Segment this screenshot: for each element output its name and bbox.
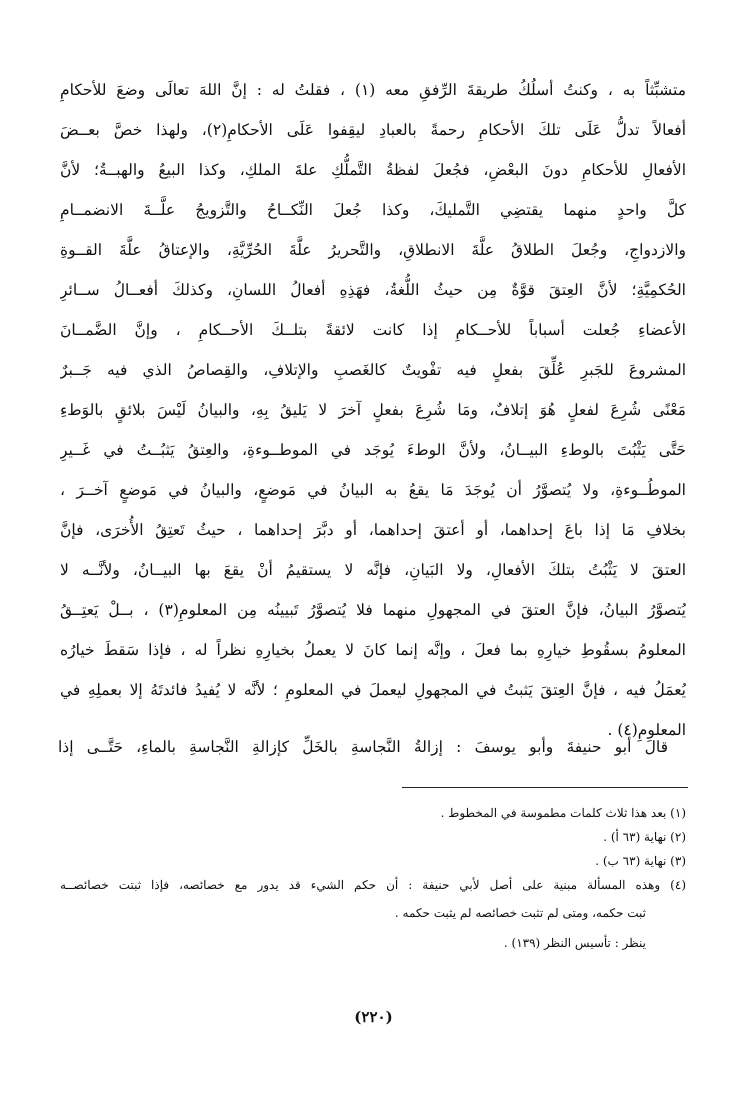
- text-line: المعلومُ بسقُوطِ خيارِهِ بما فعلَ ، وإنَّه إنما كانَ لا يعملُ بخيارِهِ نظراً له ، فإذا سَقطَ خيارُه: [60, 641, 686, 659]
- text-line: الحُكمِيَّةِ؛ لأنَّ العِتقَ قوَّةٌ مِن حيثُ اللُّغةُ، فهَذِهِ أفعالُ اللسانِ، وكذلكَ أفعــالُ ســائرِ: [60, 281, 686, 299]
- footnote-separator: [402, 787, 688, 788]
- text-line: متشبِّثاً به ، وكنتُ أسلُكُ طريقةَ الرِّفقِ معه (١) ، فقلتُ له : إنَّ اللهَ تعالَى وضعَ للأحكامِ: [60, 81, 686, 99]
- text-line: المشروعَ للجَبرِ عُلِّقَ بفعلٍ فيه تفْويتٌ كالغَصبِ والإتلافِ، والقِصاصُ الذي فيه جَــبرٌ: [60, 361, 686, 379]
- text-line: العتقَ لا يَثْبُتُ بتلكَ الأفعالِ، ولا البَيانِ، فإنَّه لا يستقيمُ أنْ يقعَ بها البيــانُ، ولأنَّــه لا: [60, 561, 686, 579]
- text-line: الموطُــوءةِ، ولا يُتصوَّرُ أن يُوجَدَ مَا يقعُ به البيانُ في مَوضعٍ، والبيانُ في مَوضعٍ آخــرَ ،: [60, 481, 686, 499]
- footnote-continuation: ينظر : تأسيس النظر (١٣٩) .: [503, 936, 646, 950]
- text-line: يُعمَلُ فيه ، فإنَّ العِتقَ يَثبتُ في المجهولِ ليعملَ في المعلومِ ؛ لأنَّه لا يُفيدُ فائدتَهُ إلا بعملِهِ في: [60, 681, 686, 699]
- footnote: (٤) وهذه المسألة مبنية على أصل لأبي حنيفة : أن حكم الشيء قد يدور مع خصائصه، فإذا ثبتت خصائصــه: [60, 878, 686, 892]
- text-line: كلَّ واحدٍ منهما يقتضِي التَّمليكَ، وكذا جُعلَ النِّكــاحُ والتَّزويجُ علَّــةَ الانضمــامِ: [60, 201, 686, 219]
- footnote-continuation: ثبت حكمه، ومتى لم تثبت خصائصه لم يثبت حكمه .: [394, 906, 646, 920]
- footnote: (١) بعد هذا ثلاث كلمات مطموسة في المخطوط .: [440, 806, 686, 820]
- footnote: (٣) نهاية (٦٣ ب) .: [595, 854, 686, 868]
- text-line: مَعْنًى شُرِعَ لفعلٍ هُوَ إتلافٌ، ومَا شُرِعَ بفعلٍ آخرَ لا يَليقُ بِهِ، والبيانُ لَيْسَ بلائقٍ بالوَطءِ: [60, 401, 686, 419]
- footnote: (٢) نهاية (٦٣ أ) .: [603, 830, 686, 844]
- text-line: بخلافِ مَا إذا باعَ إحداهما، أو أعتقَ إحداهما، أو دبَّرَ إحداهما ، حيثُ تَعتِقُ الأُخرَى، فإنَّ: [60, 521, 686, 539]
- text-line: أفعالاً تدلُّ عَلَى تلكَ الأحكامِ رحمةً بالعبادِ ليقِفوا عَلَى الأحكامِ(٢)، ولهذا خصَّ بعــضَ: [60, 121, 686, 139]
- page-number: (٢٢٠): [354, 1008, 393, 1026]
- text-line: حَتَّى يَثْبُتَ بالوطءِ البيــانُ، ولأنَّ الوطءَ يُوجَد في الموطــوءةِ، والعِتقُ يَثبُــتُ في غَــيرِ: [60, 441, 686, 459]
- text-line: المعلومِ(٤) .: [607, 721, 686, 739]
- text-line: الأفعالِ للأحكامِ دونَ البعْضِ، فجُعلَ لفظةُ التَّملُّكِ علةَ الملكِ، وكذا البيعُ والهبــةُ؛ لأنَّ: [60, 161, 686, 179]
- text-line: والازدواجِ، وجُعلَ الطلاقُ علَّةَ الانطلاقِ، والتَّحريرُ علَّةَ الحُرِّيَّةِ، والإعتاقُ علَّةَ القــوةِ: [60, 241, 686, 259]
- text-line: يُتصوَّرُ البيانُ، فإنَّ العتقَ في المجهولِ منهما فلا يُتصوَّرُ تَبيينُه مِن المعلومِ(٣) ، بــلْ يَعتِــقُ: [60, 601, 686, 619]
- text-line: الأعضاءِ جُعلت أسباباً للأحــكامِ إذا كانت لائقةً بتلــكَ الأحــكامِ ، وإنَّ الضَّمــانَ: [60, 321, 686, 339]
- paragraph-2-line: قالَ أبو حنيفةَ وأبو يوسفَ : إزالةُ النَّجاسةِ بالخَلِّ كإزالةِ النَّجاسةِ بالماءِ، حَتَّــى إذا: [58, 738, 668, 756]
